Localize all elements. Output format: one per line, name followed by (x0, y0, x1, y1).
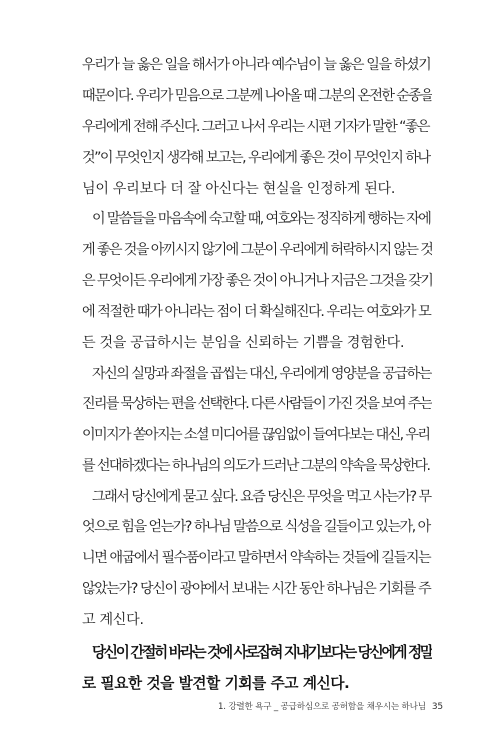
body-line: 때문이다. 우리가 믿음으로 그분께 나아올 때 그분의 온전한 순종을 (82, 88, 432, 104)
page-number: 35 (431, 702, 443, 712)
paragraph-first-line: 그래서 당신에게 묻고 싶다. 요즘 당신은 무엇을 먹고 사는가? 무 (92, 489, 431, 505)
running-head: 1. 강렬한 욕구 _ 공급하심으로 공허함을 채우시는 하나님 (218, 702, 426, 712)
body-line: 고 계신다. (82, 612, 144, 628)
emphasis-line: 로 필요한 것을 발견할 기회를 주고 계신다. (82, 675, 350, 692)
body-line: 에 적절한 때가 아니라는 점이 더 확실해진다. 우리는 여호와가 모 (82, 304, 431, 320)
body-line: 를 선대하겠다는 하나님의 의도가 드러난 그분의 약속을 묵상한다. (82, 458, 430, 474)
body-line: 우리가 늘 옳은 일을 해서가 아니라 예수님이 늘 옳은 일을 하셨기 (82, 57, 431, 73)
body-line: 든 것을 공급하시는 분임을 신뢰하는 기쁨을 경험한다. (82, 335, 405, 351)
body-line: 진리를 묵상하는 편을 선택한다. 다른 사람들이 가진 것을 보여 주는 (82, 396, 432, 412)
paragraph-first-line: 이 말씀들을 마음속에 숙고할 때, 여호와는 정직하게 행하는 자에 (92, 211, 431, 227)
page-footer (218, 700, 443, 714)
body-line: 엇으로 힘을 얻는가? 하나님 말씀으로 식성을 길들이고 있는가, 아 (82, 519, 430, 535)
paragraph-first-line: 자신의 실망과 좌절을 곱씹는 대신, 우리에게 영양분을 공급하는 (92, 366, 431, 382)
body-line: 게 좋은 것을 아끼시지 않기에 그분이 우리에게 허락하시지 않는 것 (82, 242, 432, 258)
body-line: 니면 애굽에서 필수품이라고 말하면서 약속하는 것들에 길들지는 (82, 550, 431, 566)
body-line: 이미지가 쏟아지는 소셜 미디어를 끊임없이 들여다보는 대신, 우리 (82, 427, 430, 443)
body-line: 우리에게 전해 주신다. 그러고 나서 우리는 시편 기자가 말한 “좋은 (82, 119, 429, 135)
body-line: 것”이 무엇인지 생각해 보고는, 우리에게 좋은 것이 무엇인지 하나 (82, 150, 430, 166)
body-line: 님이 우리보다 더 잘 아신다는 현실을 인정하게 된다. (82, 181, 396, 197)
emphasis-line: 당신이 간절히 바라는 것에 사로잡혀 지내기보다는 당신에게 정말 (92, 644, 432, 661)
body-line: 은 무엇이든 우리에게 가장 좋은 것이 아니거나 지금은 그것을 갖기 (82, 273, 432, 289)
body-line: 않았는가? 당신이 광야에서 보내는 시간 동안 하나님은 기회를 주 (82, 581, 431, 597)
